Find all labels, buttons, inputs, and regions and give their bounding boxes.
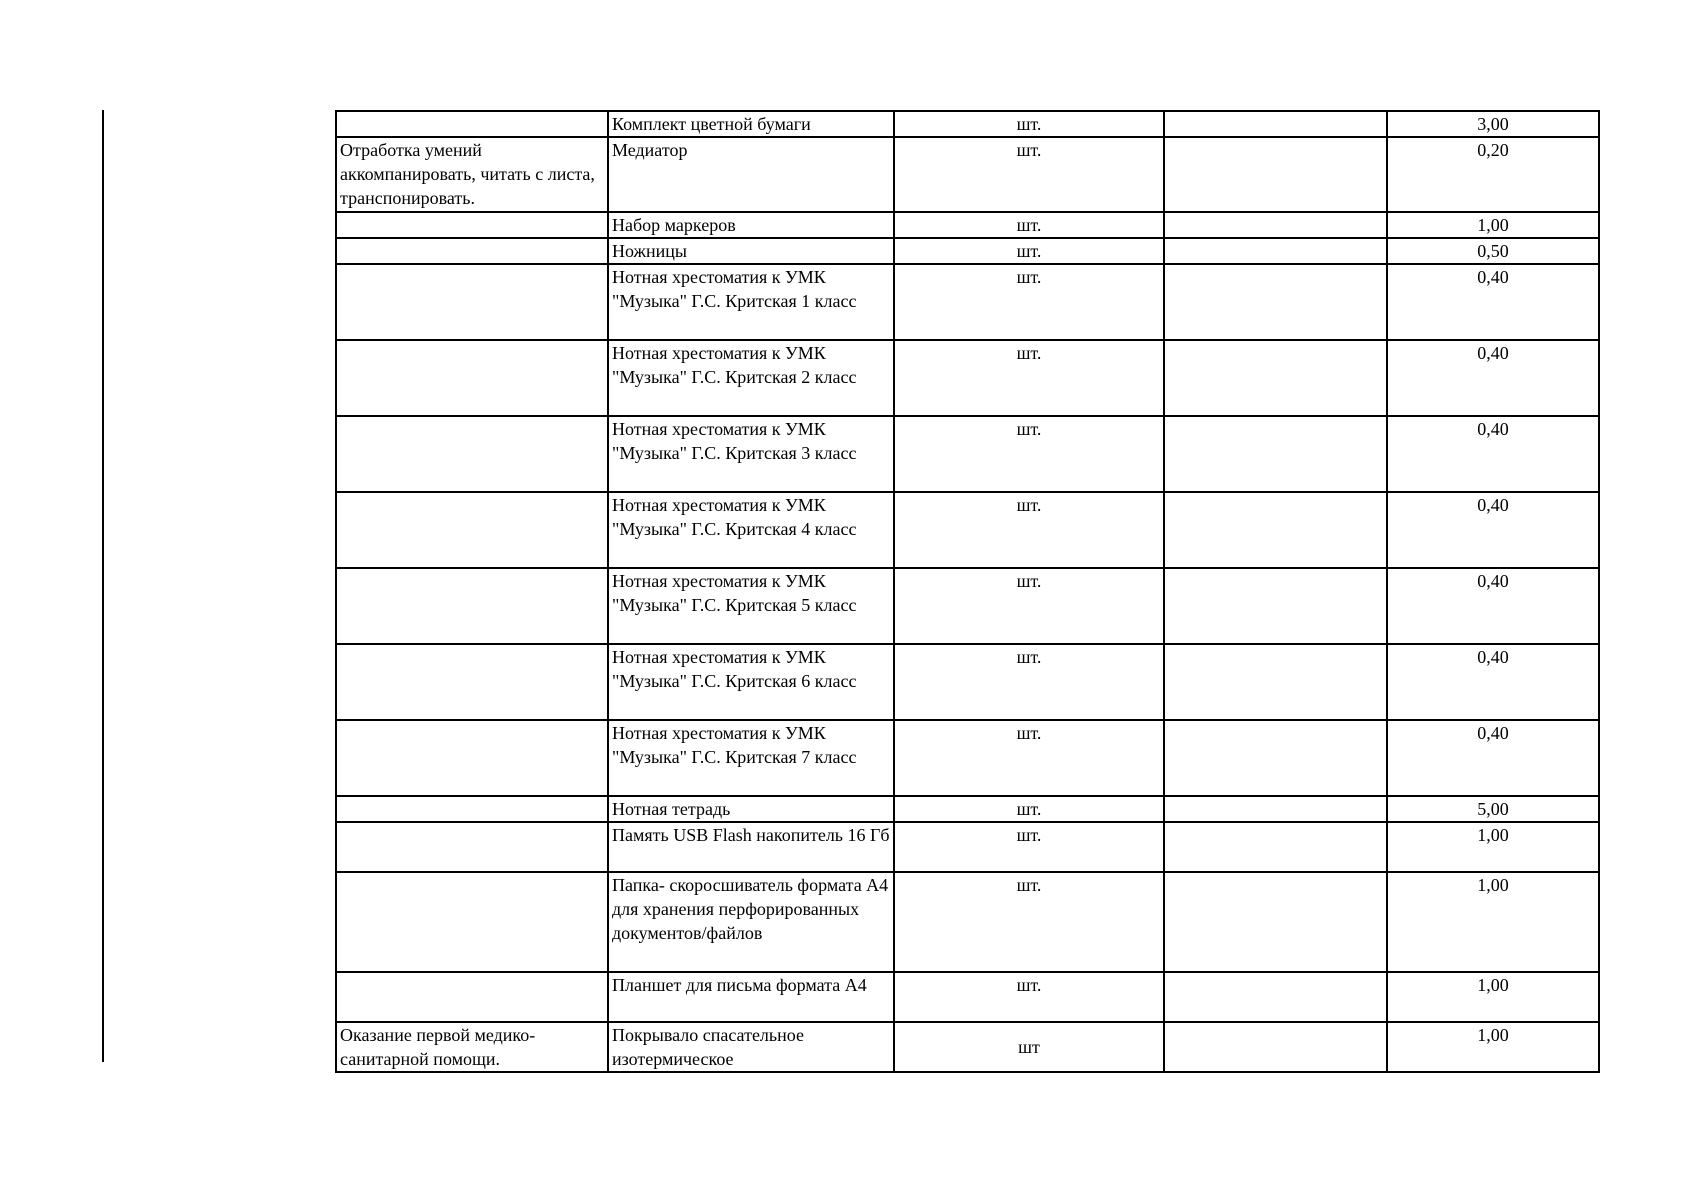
unit-cell: шт [894,1022,1164,1072]
item-name-cell: Покрывало спасательное изотермическое [608,1022,894,1072]
quantity-cell: 0,50 [1387,238,1599,264]
quantity-cell: 1,00 [1387,1022,1599,1072]
unit-cell: шт. [894,872,1164,972]
empty-cell [1164,972,1387,1022]
purpose-cell: Оказание первой медико-санитарной помощи. [336,1022,608,1072]
unit-cell: шт. [894,972,1164,1022]
table-row [336,1022,1599,1072]
item-name-cell: Комплект цветной бумаги [608,111,894,137]
purpose-cell [336,644,608,720]
purpose-cell [336,822,608,872]
unit-cell: шт. [894,212,1164,238]
item-name-cell: Нотная тетрадь [608,796,894,822]
table-row [336,568,1599,644]
empty-cell [1164,212,1387,238]
unit-cell: шт. [894,137,1164,212]
quantity-cell: 0,40 [1387,416,1599,492]
empty-cell [1164,822,1387,872]
empty-cell [1164,416,1387,492]
quantity-cell: 0,40 [1387,264,1599,340]
empty-cell [1164,644,1387,720]
empty-cell [1164,238,1387,264]
unit-cell: шт. [894,568,1164,644]
empty-cell [1164,492,1387,568]
table-row [336,972,1599,1022]
table-row [336,111,1599,137]
item-name-cell: Планшет для письма формата А4 [608,972,894,1022]
left-margin-rule [102,110,104,1062]
table-row [336,872,1599,972]
unit-cell: шт. [894,822,1164,872]
quantity-cell: 0,40 [1387,644,1599,720]
unit-cell: шт. [894,720,1164,796]
purpose-cell [336,111,608,137]
purpose-cell [336,416,608,492]
purpose-cell [336,872,608,972]
item-name-cell: Медиатор [608,137,894,212]
unit-cell: шт. [894,416,1164,492]
purpose-cell [336,796,608,822]
item-name-cell: Нотная хрестоматия к УМК "Музыка" Г.С. Критская 7 класс [608,720,894,796]
purpose-cell [336,568,608,644]
table-row [336,822,1599,872]
table-row [336,720,1599,796]
quantity-cell: 1,00 [1387,972,1599,1022]
unit-cell: шт. [894,644,1164,720]
empty-cell [1164,340,1387,416]
unit-cell: шт. [894,340,1164,416]
item-name-cell: Нотная хрестоматия к УМК "Музыка" Г.С. Критская 6 класс [608,644,894,720]
purpose-cell [336,340,608,416]
item-name-cell: Нотная хрестоматия к УМК "Музыка" Г.С. Критская 5 класс [608,568,894,644]
table-row [336,264,1599,340]
item-name-cell: Нотная хрестоматия к УМК "Музыка" Г.С. Критская 1 класс [608,264,894,340]
quantity-cell: 1,00 [1387,822,1599,872]
quantity-cell: 3,00 [1387,111,1599,137]
item-name-cell: Нотная хрестоматия к УМК "Музыка" Г.С. Критская 2 класс [608,340,894,416]
unit-cell: шт. [894,238,1164,264]
empty-cell [1164,264,1387,340]
table-row [336,340,1599,416]
unit-cell: шт. [894,264,1164,340]
purpose-cell [336,492,608,568]
purpose-cell [336,972,608,1022]
table-row [336,212,1599,238]
item-name-cell: Память USB Flash накопитель 16 Гб [608,822,894,872]
unit-cell: шт. [894,111,1164,137]
purpose-cell: Отработка умений аккомпанировать, читать с листа, транспонировать. [336,137,608,212]
empty-cell [1164,720,1387,796]
quantity-cell: 0,20 [1387,137,1599,212]
purpose-cell [336,212,608,238]
table-row [336,644,1599,720]
quantity-cell: 0,40 [1387,568,1599,644]
empty-cell [1164,872,1387,972]
quantity-cell: 0,40 [1387,720,1599,796]
table-row [336,137,1599,212]
item-name-cell: Набор маркеров [608,212,894,238]
supplies-table [335,110,1600,1073]
table-row [336,492,1599,568]
purpose-cell [336,238,608,264]
empty-cell [1164,1022,1387,1072]
unit-cell: шт. [894,796,1164,822]
item-name-cell: Нотная хрестоматия к УМК "Музыка" Г.С. Критская 4 класс [608,492,894,568]
table-row [336,238,1599,264]
item-name-cell: Папка- скоросшиватель формата А4 для хранения перфорированных документов/файлов [608,872,894,972]
empty-cell [1164,137,1387,212]
empty-cell [1164,111,1387,137]
purpose-cell [336,720,608,796]
table-row [336,796,1599,822]
quantity-cell: 5,00 [1387,796,1599,822]
empty-cell [1164,568,1387,644]
quantity-cell: 0,40 [1387,340,1599,416]
unit-cell: шт. [894,492,1164,568]
table-row [336,416,1599,492]
quantity-cell: 1,00 [1387,872,1599,972]
quantity-cell: 1,00 [1387,212,1599,238]
item-name-cell: Ножницы [608,238,894,264]
purpose-cell [336,264,608,340]
empty-cell [1164,796,1387,822]
quantity-cell: 0,40 [1387,492,1599,568]
item-name-cell: Нотная хрестоматия к УМК "Музыка" Г.С. Критская 3 класс [608,416,894,492]
